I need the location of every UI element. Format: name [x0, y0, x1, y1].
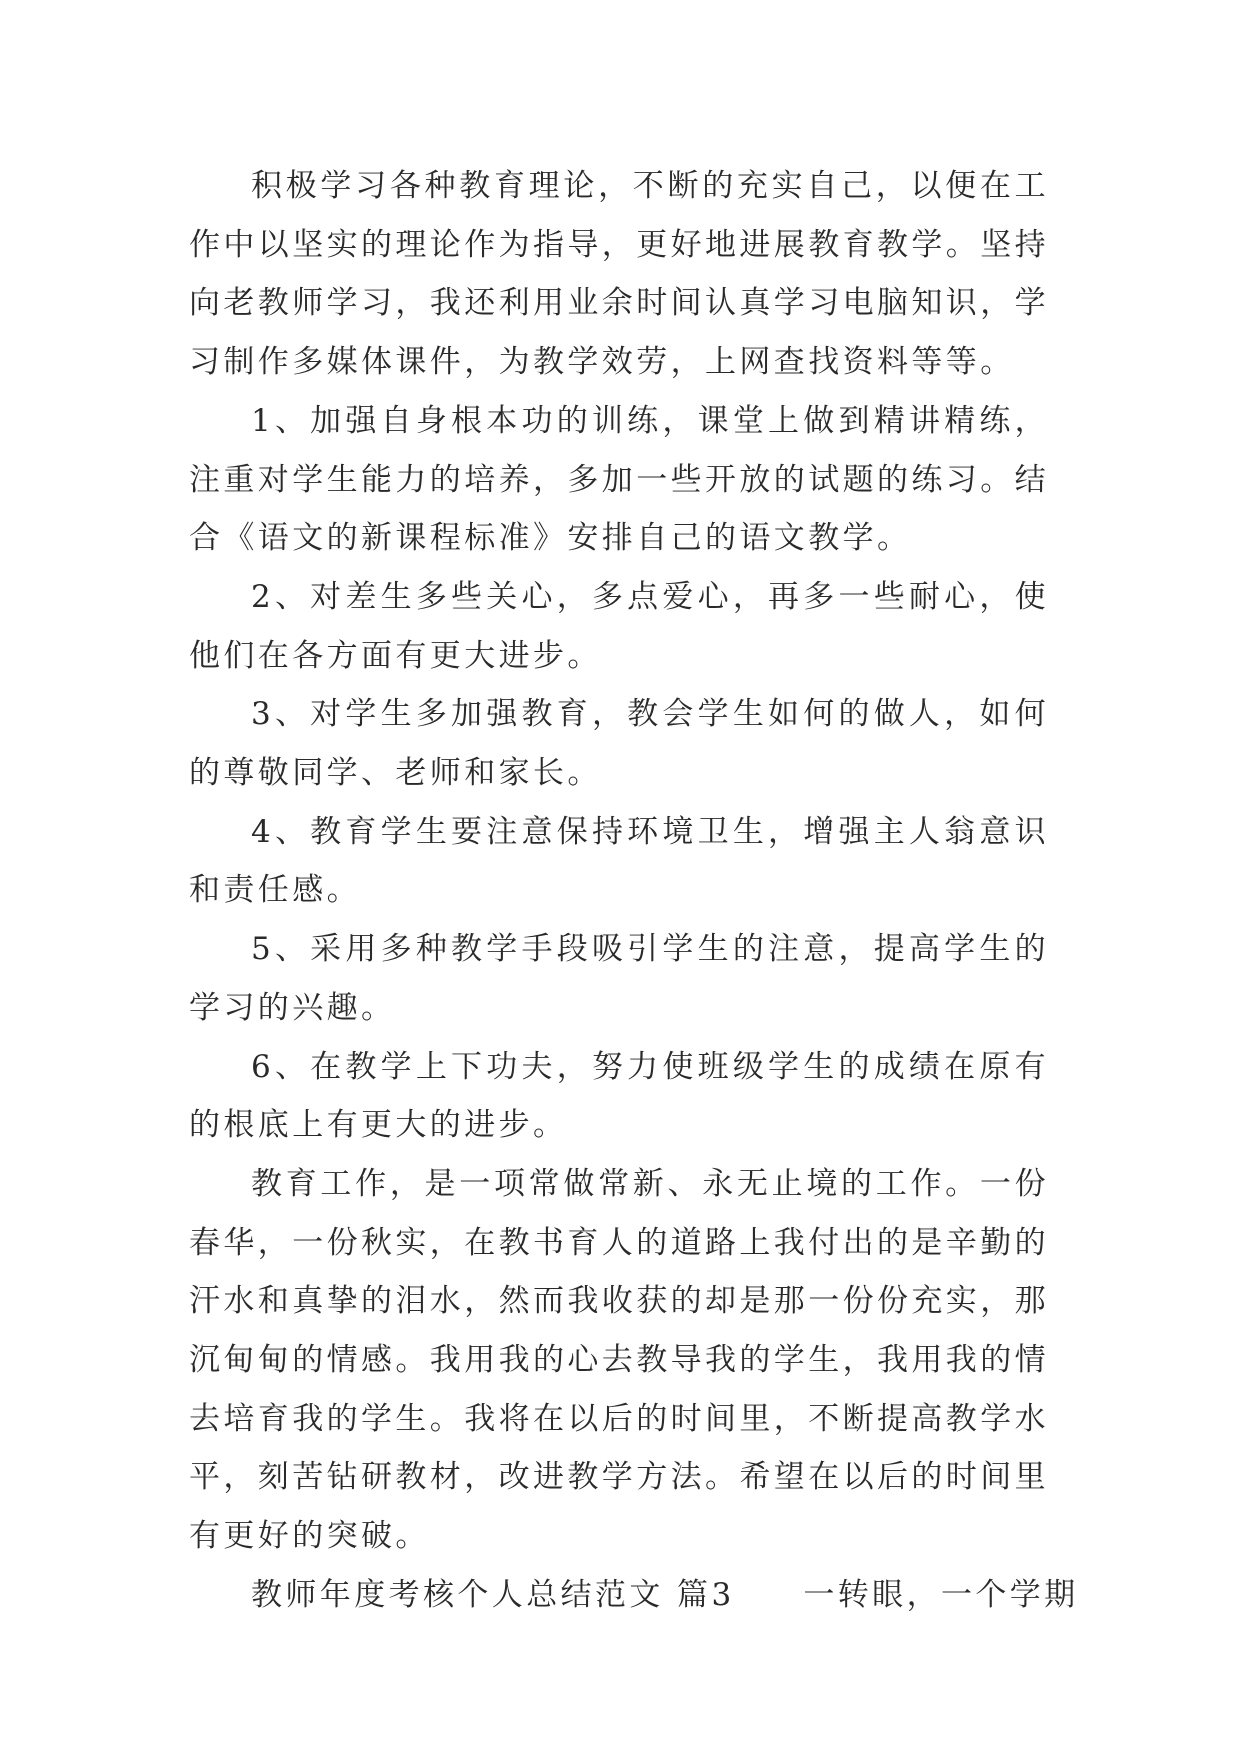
paragraph-item-1: 1、加强自身根本功的训练，课堂上做到精讲精练，注重对学生能力的培养，多加一些开放的试题的练习。结合《语文的新课程标准》安排自己的语文教学。: [189, 402, 1049, 557]
paragraph-item-6: 6、在教学上下功夫，努力使班级学生的成绩在原有的根底上有更大的进步。: [189, 1048, 1049, 1144]
paragraph-conclusion: 教育工作，是一项常做常新、永无止境的工作。一份春华，一份秋实，在教书育人的道路上我付出的是辛勤的汗水和真挚的泪水，然而我收获的却是那一份份充实，那沉甸甸的情感。我用我的心去教导我的学生，我用我的情去培育我的学生。我将在以后的时间里，不断提高教学水平，刻苦钻研教材，改进教学方法。希望在以后的时间里有更好的突破。: [189, 1165, 1049, 1555]
next-section-heading: 教师年度考核个人总结范文 篇3 一转眼，一个学期: [251, 1576, 1079, 1613]
paragraph-item-4: 4、教育学生要注意保持环境卫生，增强主人翁意识和责任感。: [189, 813, 1049, 909]
paragraph-item-5: 5、采用多种教学手段吸引学生的注意，提高学生的学习的兴趣。: [189, 931, 1049, 1026]
paragraph-item-2: 2、对差生多些关心，多点爱心，再多一些耐心，使他们在各方面有更大进步。: [189, 578, 1049, 674]
document-body: [189, 157, 1079, 1625]
paragraph-study-theory: 积极学习各种教育理论，不断的充实自己，以便在工作中以坚实的理论作为指导，更好地进展教育教学。坚持向老教师学习，我还利用业余时间认真学习电脑知识，学习制作多媒体课件，为教学效劳，上网查找资料等等。: [189, 168, 1049, 381]
paragraph-item-3: 3、对学生多加强教育，教会学生如何的做人，如何的尊敬同学、老师和家长。: [189, 696, 1049, 792]
